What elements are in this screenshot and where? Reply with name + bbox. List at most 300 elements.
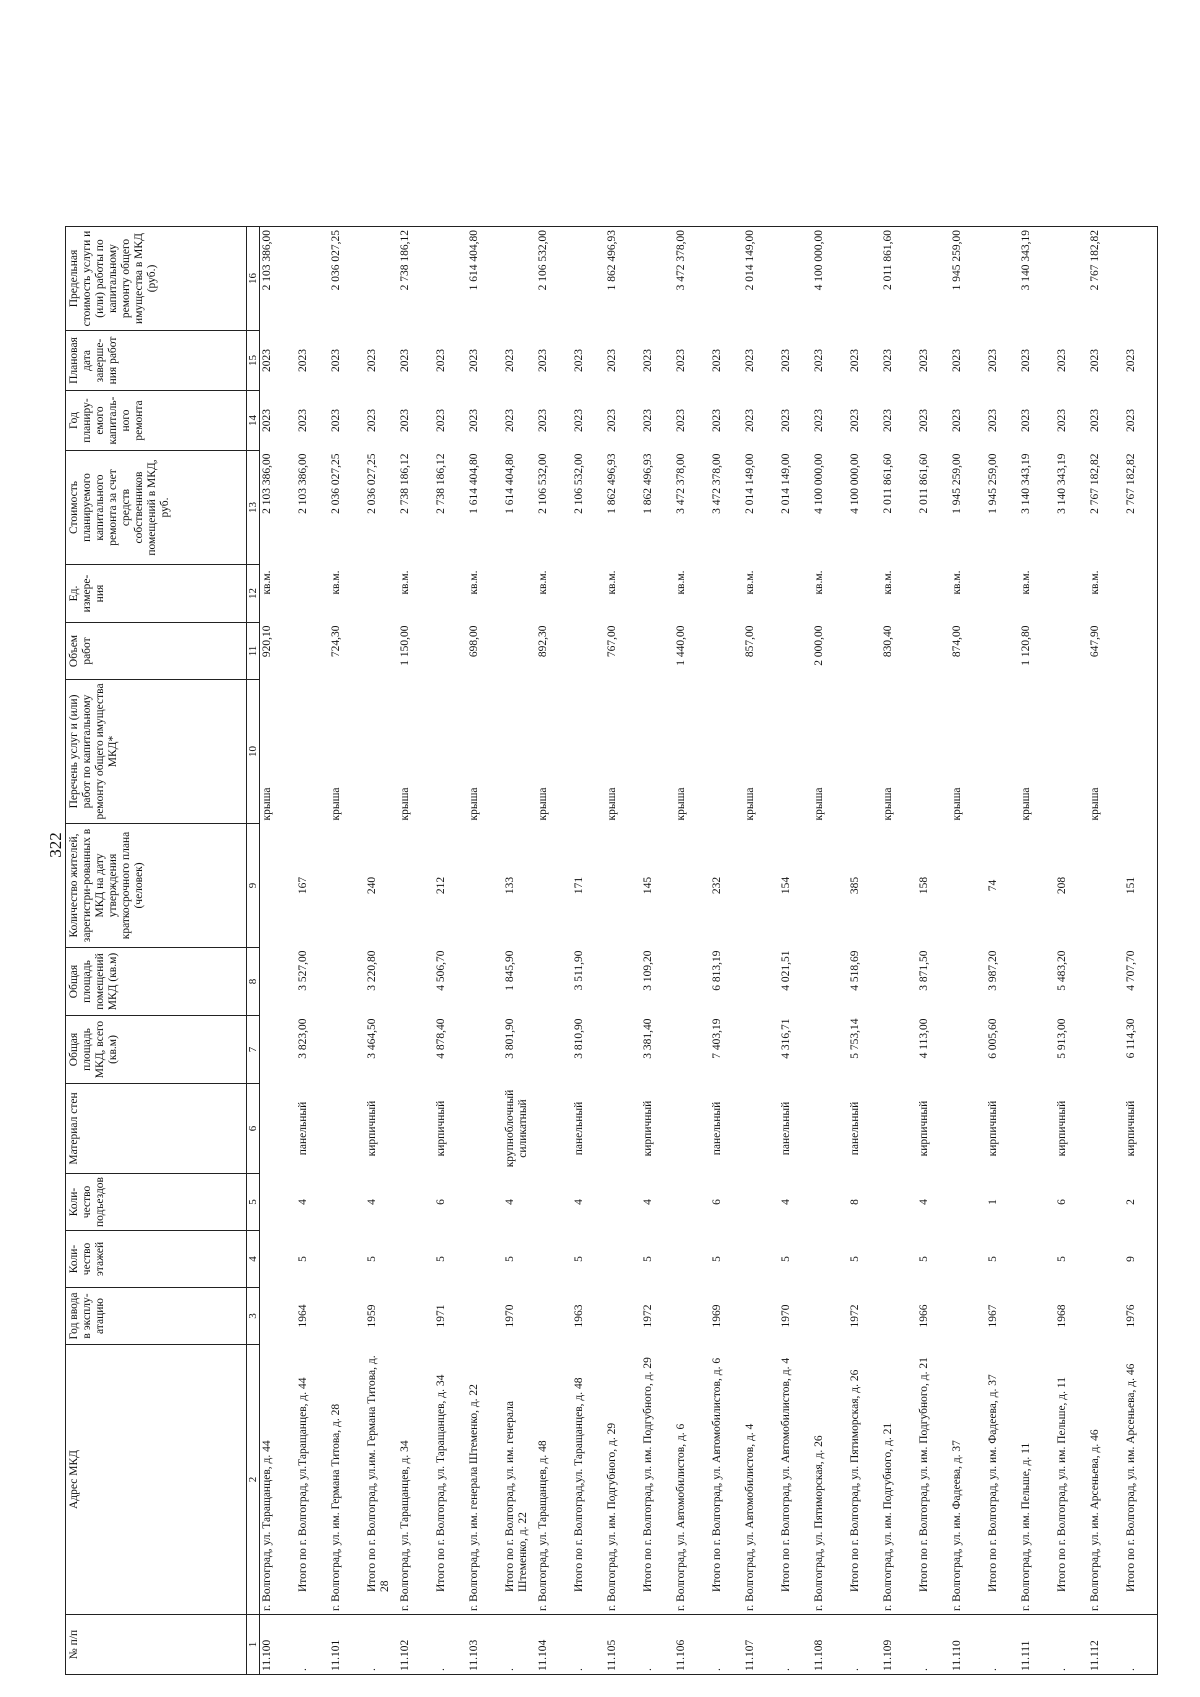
rooms-area-cell: 4 707,70 (1124, 948, 1158, 1016)
unit-cell (365, 565, 398, 623)
wall-material-cell (743, 1084, 779, 1174)
wall-material-cell: кирпичный (435, 1100, 447, 1157)
plan-year-cell: 2023 (1056, 409, 1068, 432)
table-row (536, 227, 572, 1675)
rooms-area-cell (743, 948, 779, 1016)
plan-year-cell: 2023 (330, 409, 342, 432)
cost-cell: 2 106 532,00 (537, 453, 549, 514)
row-number: 11.111 (1019, 1615, 1055, 1675)
wall-material-cell: панельный (711, 1101, 723, 1156)
volume-cell: 724,30 (330, 625, 342, 658)
year-cell (536, 1288, 572, 1345)
row-number: . (710, 1615, 743, 1675)
residents-cell: 74 (987, 879, 999, 892)
rooms-area-cell: 4 021,51 (780, 950, 792, 991)
limit-cost-cell: 1 614 404,80 (467, 227, 503, 331)
limit-cost-cell: 2 014 149,00 (743, 227, 779, 331)
end-year-cell: 2023 (1056, 349, 1068, 372)
work-type-cell: крыша (537, 787, 549, 821)
residents-cell: 171 (573, 876, 585, 895)
work-type-cell (572, 680, 605, 824)
plan-year-cell: 2023 (1089, 409, 1101, 432)
residents-cell (1088, 824, 1124, 948)
total-area-cell (605, 1016, 641, 1084)
address-cell: Итого по г. Волгоград, ул.Таращанцев, д. 44 (297, 1377, 309, 1592)
unit-cell (434, 565, 467, 623)
work-type-cell (1055, 680, 1088, 824)
plan-year-cell: 2023 (882, 409, 894, 432)
work-type-cell: крыша (606, 787, 618, 821)
address-cell: г. Волгоград, ул. Таращанцев, д. 44 (261, 1440, 273, 1611)
year-cell (605, 1288, 641, 1345)
address-cell: Итого по г. Волгоград, ул.им. Германа Титова, д. 28 (366, 1355, 391, 1592)
cost-cell: 4 100 000,00 (849, 453, 861, 514)
wall-material-cell (467, 1084, 503, 1174)
residents-cell (743, 824, 779, 948)
total-area-cell (260, 1016, 297, 1084)
residents-cell: 212 (435, 876, 447, 895)
entrances-cell (398, 1174, 434, 1231)
column-number: 15 (247, 331, 260, 391)
work-type-cell (710, 680, 743, 824)
limit-cost-cell: 2 036 027,25 (329, 227, 365, 331)
work-type-cell (641, 680, 674, 824)
address-cell: Итого по г. Волгоград, ул. Автомобилистов, д. 4 (780, 1357, 792, 1592)
limit-cost-cell (710, 227, 743, 331)
cost-cell: 1 614 404,80 (504, 453, 516, 514)
floors-cell: 5 (366, 1256, 378, 1262)
limit-cost-cell: 2 011 861,60 (881, 227, 917, 331)
row-number: 11.100 (260, 1615, 297, 1675)
unit-cell: кв.м. (606, 570, 618, 595)
residents-cell: 385 (849, 876, 861, 895)
cost-cell: 2 103 386,00 (297, 453, 309, 514)
rooms-area-cell: 3 220,80 (366, 950, 378, 991)
volume-cell: 698,00 (468, 625, 480, 658)
end-year-cell: 2023 (711, 349, 723, 372)
end-year-cell: 2023 (987, 349, 999, 372)
row-number: . (1124, 1615, 1158, 1675)
plan-year-cell: 2023 (504, 409, 516, 432)
plan-year-cell: 2023 (468, 409, 480, 432)
volume-cell: 830,40 (882, 625, 894, 658)
work-type-cell (848, 680, 881, 824)
volume-cell (434, 623, 467, 680)
column-number: 5 (247, 1174, 260, 1231)
total-area-cell: 3 381,40 (642, 1018, 654, 1059)
volume-cell (917, 623, 950, 680)
limit-cost-cell (779, 227, 812, 331)
wall-material-cell (1088, 1084, 1124, 1174)
address-cell: Итого по г. Волгоград, ул. им. Пельше, д. 11 (1056, 1377, 1068, 1592)
entrances-cell (536, 1174, 572, 1231)
end-year-cell: 2023 (813, 349, 825, 372)
end-year-cell: 2023 (1089, 349, 1101, 372)
limit-cost-cell: 4 100 000,00 (812, 227, 848, 331)
column-header: Перечень услуг и (или) работ по капитальному ремонту общего имущества МКД* (66, 680, 247, 824)
volume-cell (641, 623, 674, 680)
plan-year-cell: 2023 (435, 409, 447, 432)
rooms-area-cell (1019, 948, 1055, 1016)
year-cell (1019, 1288, 1055, 1345)
cost-cell: 2 011 861,60 (918, 453, 930, 514)
cost-cell: 2 106 532,00 (573, 453, 585, 514)
year-cell: 1959 (366, 1304, 378, 1328)
wall-material-cell (398, 1084, 434, 1174)
repair-plan-table (65, 226, 1158, 1675)
unit-cell (1055, 565, 1088, 623)
volume-cell: 874,00 (951, 625, 963, 658)
wall-material-cell: панельный (297, 1101, 309, 1156)
year-cell: 1967 (987, 1304, 999, 1328)
work-type-cell (503, 680, 536, 824)
table-row-total (986, 227, 1019, 1675)
work-type-cell: крыша (468, 787, 480, 821)
total-area-cell: 4 316,71 (780, 1018, 792, 1059)
residents-cell: 232 (711, 876, 723, 895)
floors-cell (743, 1231, 779, 1288)
plan-year-cell: 2023 (399, 409, 411, 432)
cost-cell: 2 738 186,12 (435, 453, 447, 514)
entrances-cell (743, 1174, 779, 1231)
volume-cell: 1 440,00 (675, 625, 687, 666)
unit-cell: кв.м. (261, 570, 273, 595)
wall-material-cell (674, 1084, 710, 1174)
unit-cell: кв.м. (537, 570, 549, 595)
limit-cost-cell (917, 227, 950, 331)
limit-cost-cell: 2 106 532,00 (536, 227, 572, 331)
unit-cell (917, 565, 950, 623)
work-type-cell (1124, 680, 1158, 824)
limit-cost-cell (296, 227, 329, 331)
work-type-cell: крыша (951, 787, 963, 821)
end-year-cell: 2023 (504, 349, 516, 372)
floors-cell (1019, 1231, 1055, 1288)
unit-cell (848, 565, 881, 623)
entrances-cell (950, 1174, 986, 1231)
total-area-cell: 5 753,14 (849, 1018, 861, 1059)
row-number: 11.102 (398, 1615, 434, 1675)
table-row (605, 227, 641, 1675)
column-header: Количество жителей, зарегистри-рованных в МКД на дату утверждения краткосрочного плана (человек) (66, 824, 247, 948)
unit-cell (1124, 565, 1158, 623)
plan-year-cell: 2023 (606, 409, 618, 432)
cost-cell: 2 738 186,12 (399, 453, 411, 514)
limit-cost-cell (365, 227, 398, 331)
year-cell (398, 1288, 434, 1345)
row-number: 11.103 (467, 1615, 503, 1675)
floors-cell: 5 (435, 1256, 447, 1262)
volume-cell: 647,90 (1089, 625, 1101, 658)
column-header: № п/п (66, 1615, 247, 1675)
volume-cell (572, 623, 605, 680)
total-area-cell (536, 1016, 572, 1084)
address-cell: Итого по г. Волгоград, ул. им. Арсеньева, д. 46 (1124, 1345, 1158, 1615)
row-number: 11.109 (881, 1615, 917, 1675)
cost-cell: 1 945 259,00 (987, 453, 999, 514)
address-cell: Итого по г. Волгоград, ул. Автомобилистов, д. 6 (711, 1357, 723, 1592)
total-area-cell (1019, 1016, 1055, 1084)
column-number-row (247, 227, 260, 1675)
work-type-cell: крыша (675, 787, 687, 821)
floors-cell: 5 (573, 1256, 585, 1262)
row-number: . (641, 1615, 674, 1675)
end-year-cell: 2023 (849, 349, 861, 372)
entrances-cell (605, 1174, 641, 1231)
rooms-area-cell: 3 511,90 (573, 950, 585, 991)
rotated-page-content (44, 44, 1182, 1685)
unit-cell (572, 565, 605, 623)
volume-cell (1055, 623, 1088, 680)
total-area-cell (398, 1016, 434, 1084)
residents-cell (260, 824, 297, 948)
end-year-cell: 2023 (882, 349, 894, 372)
total-area-cell: 3 464,50 (366, 1018, 378, 1059)
entrances-cell: 4 (780, 1199, 792, 1205)
plan-year-cell: 2023 (537, 409, 549, 432)
plan-year-cell: 2023 (297, 409, 309, 432)
floors-cell: 5 (918, 1256, 930, 1262)
unit-cell: кв.м. (330, 570, 342, 595)
residents-cell (467, 824, 503, 948)
column-header: Объем работ (66, 623, 247, 680)
wall-material-cell (950, 1084, 986, 1174)
volume-cell (1124, 623, 1158, 680)
year-cell: 1970 (780, 1304, 792, 1328)
year-cell (467, 1288, 503, 1345)
rooms-area-cell: 3 109,20 (642, 950, 654, 991)
table-row (674, 227, 710, 1675)
limit-cost-cell: 2 103 386,00 (260, 227, 297, 331)
entrances-cell: 8 (849, 1199, 861, 1205)
entrances-cell (881, 1174, 917, 1231)
total-area-cell: 6 005,60 (987, 1018, 999, 1059)
rooms-area-cell: 4 518,69 (849, 950, 861, 991)
row-number: 11.104 (536, 1615, 572, 1675)
residents-cell: 208 (1056, 876, 1068, 895)
year-cell: 1972 (849, 1304, 861, 1328)
limit-cost-cell: 2 767 182,82 (1088, 227, 1124, 331)
wall-material-cell (536, 1084, 572, 1174)
volume-cell: 1 150,00 (399, 625, 411, 666)
entrances-cell: 6 (435, 1199, 447, 1205)
volume-cell (848, 623, 881, 680)
work-type-cell (434, 680, 467, 824)
address-cell: г. Волгоград, ул. Таращанцев, д. 34 (399, 1440, 411, 1611)
entrances-cell (260, 1174, 297, 1231)
floors-cell (536, 1231, 572, 1288)
unit-cell: кв.м. (951, 570, 963, 595)
total-area-cell (881, 1016, 917, 1084)
volume-cell: 767,00 (606, 625, 618, 658)
total-area-cell (467, 1016, 503, 1084)
plan-year-cell: 2023 (573, 409, 585, 432)
cost-cell: 2 036 027,25 (330, 453, 342, 514)
limit-cost-cell: 1 945 259,00 (950, 227, 986, 331)
cost-cell: 2 014 149,00 (780, 453, 792, 514)
floors-cell: 9 (1124, 1231, 1158, 1288)
column-header: Год планиру-емого капиталь-ного ремонта (66, 391, 247, 451)
total-area-cell: 4 878,40 (435, 1018, 447, 1059)
rooms-area-cell (536, 948, 572, 1016)
wall-material-cell (329, 1084, 365, 1174)
address-cell: г. Волгоград, ул. им. Арсеньева, д. 46 (1089, 1429, 1101, 1611)
unit-cell (641, 565, 674, 623)
table-row-total (296, 227, 329, 1675)
floors-cell (1088, 1231, 1124, 1288)
end-year-cell: 2023 (537, 349, 549, 372)
floors-cell: 5 (849, 1256, 861, 1262)
cost-cell: 2 036 027,25 (366, 453, 378, 514)
work-type-cell (365, 680, 398, 824)
entrances-cell: 6 (1056, 1199, 1068, 1205)
volume-cell (503, 623, 536, 680)
total-area-cell (950, 1016, 986, 1084)
work-type-cell: крыша (330, 787, 342, 821)
year-cell (881, 1288, 917, 1345)
row-number: 11.106 (674, 1615, 710, 1675)
table-row (1019, 227, 1055, 1675)
limit-cost-cell (434, 227, 467, 331)
column-header: Ед. измере-ния (66, 565, 247, 623)
residents-cell: 167 (297, 876, 309, 895)
rooms-area-cell: 6 813,19 (711, 950, 723, 991)
year-cell (812, 1288, 848, 1345)
rooms-area-cell (812, 948, 848, 1016)
wall-material-cell (260, 1084, 297, 1174)
table-row-total (848, 227, 881, 1675)
total-area-cell (812, 1016, 848, 1084)
work-type-cell (986, 680, 1019, 824)
table-row (881, 227, 917, 1675)
rooms-area-cell (950, 948, 986, 1016)
work-type-cell (779, 680, 812, 824)
work-type-cell: крыша (813, 787, 825, 821)
entrances-cell: 2 (1124, 1174, 1158, 1231)
address-cell: г. Волгоград, ул. Автомобилистов, д. 6 (675, 1423, 687, 1611)
volume-cell (296, 623, 329, 680)
wall-material-cell (812, 1084, 848, 1174)
rooms-area-cell: 4 506,70 (435, 950, 447, 991)
entrances-cell (467, 1174, 503, 1231)
end-year-cell: 2023 (573, 349, 585, 372)
unit-cell: кв.м. (813, 570, 825, 595)
row-number: . (365, 1615, 398, 1675)
floors-cell: 5 (1056, 1256, 1068, 1262)
page-number: 322 (46, 832, 65, 858)
end-year-cell: 2023 (261, 349, 273, 372)
rooms-area-cell (467, 948, 503, 1016)
rooms-area-cell: 1 845,90 (504, 950, 516, 991)
rooms-area-cell: 5 483,20 (1056, 950, 1068, 991)
rooms-area-cell: 3 871,50 (918, 950, 930, 991)
year-cell (674, 1288, 710, 1345)
total-area-cell: 4 113,00 (918, 1018, 930, 1059)
rooms-area-cell (605, 948, 641, 1016)
floors-cell (467, 1231, 503, 1288)
limit-cost-cell: 3 472 378,00 (674, 227, 710, 331)
year-cell: 1966 (918, 1304, 930, 1328)
address-cell: г. Волгоград, ул. Автомобилистов, д. 4 (744, 1423, 756, 1611)
unit-cell (296, 565, 329, 623)
wall-material-cell: панельный (573, 1101, 585, 1156)
cost-cell: 1 862 496,93 (642, 453, 654, 514)
floors-cell (950, 1231, 986, 1288)
volume-cell: 920,10 (261, 625, 273, 658)
total-area-cell: 3 801,90 (504, 1018, 516, 1059)
row-number: 11.101 (329, 1615, 365, 1675)
table-row (1088, 227, 1124, 1675)
total-area-cell (329, 1016, 365, 1084)
total-area-cell (743, 1016, 779, 1084)
column-number: 4 (247, 1231, 260, 1288)
plan-year-cell: 2023 (849, 409, 861, 432)
year-cell: 1971 (435, 1304, 447, 1328)
column-number: 9 (247, 824, 260, 948)
address-cell: Итого по г. Волгоград, ул. Пятиморская, д. 26 (849, 1369, 861, 1592)
floors-cell: 5 (780, 1256, 792, 1262)
rooms-area-cell (674, 948, 710, 1016)
floors-cell (605, 1231, 641, 1288)
residents-cell (536, 824, 572, 948)
column-number: 6 (247, 1084, 260, 1174)
unit-cell (986, 565, 1019, 623)
end-year-cell: 2023 (366, 349, 378, 372)
row-number: 11.108 (812, 1615, 848, 1675)
column-number: 13 (247, 451, 260, 565)
cost-cell: 2 011 861,60 (882, 453, 894, 514)
table-row-total (365, 227, 398, 1675)
rooms-area-cell: 3 527,00 (297, 950, 309, 991)
floors-cell: 5 (711, 1256, 723, 1262)
end-year-cell: 2023 (918, 349, 930, 372)
unit-cell (503, 565, 536, 623)
year-cell (950, 1288, 986, 1345)
work-type-cell: крыша (261, 787, 273, 821)
table-row-total (710, 227, 743, 1675)
volume-cell (779, 623, 812, 680)
entrances-cell: 4 (504, 1199, 516, 1205)
work-type-cell (917, 680, 950, 824)
table-row (329, 227, 365, 1675)
column-header: Плановая дата заверше-ния работ (66, 331, 247, 391)
total-area-cell: 3 810,90 (573, 1018, 585, 1059)
column-number: 14 (247, 391, 260, 451)
residents-cell (398, 824, 434, 948)
floors-cell: 5 (297, 1256, 309, 1262)
end-year-cell: 2023 (744, 349, 756, 372)
entrances-cell (812, 1174, 848, 1231)
address-cell: Итого по г. Волгоград,ул. Таращанцев, д. 48 (573, 1377, 585, 1592)
unit-cell (710, 565, 743, 623)
end-year-cell: 2023 (780, 349, 792, 372)
total-area-cell: 3 823,00 (297, 1018, 309, 1059)
row-number: . (434, 1615, 467, 1675)
floors-cell: 5 (504, 1256, 516, 1262)
year-cell: 1972 (642, 1304, 654, 1328)
residents-cell: 240 (366, 876, 378, 895)
year-cell (1088, 1288, 1124, 1345)
wall-material-cell (881, 1084, 917, 1174)
plan-year-cell: 2023 (261, 409, 273, 432)
address-cell: г. Волгоград, ул. им. Подгубного, д. 29 (606, 1422, 618, 1611)
floors-cell (260, 1231, 297, 1288)
column-header: Год ввода в эксплу-атацию (66, 1288, 247, 1345)
cost-cell: 3 140 343,19 (1020, 453, 1032, 514)
unit-cell: кв.м. (1020, 570, 1032, 595)
wall-material-cell: кирпичный (987, 1100, 999, 1157)
work-type-cell: крыша (744, 787, 756, 821)
